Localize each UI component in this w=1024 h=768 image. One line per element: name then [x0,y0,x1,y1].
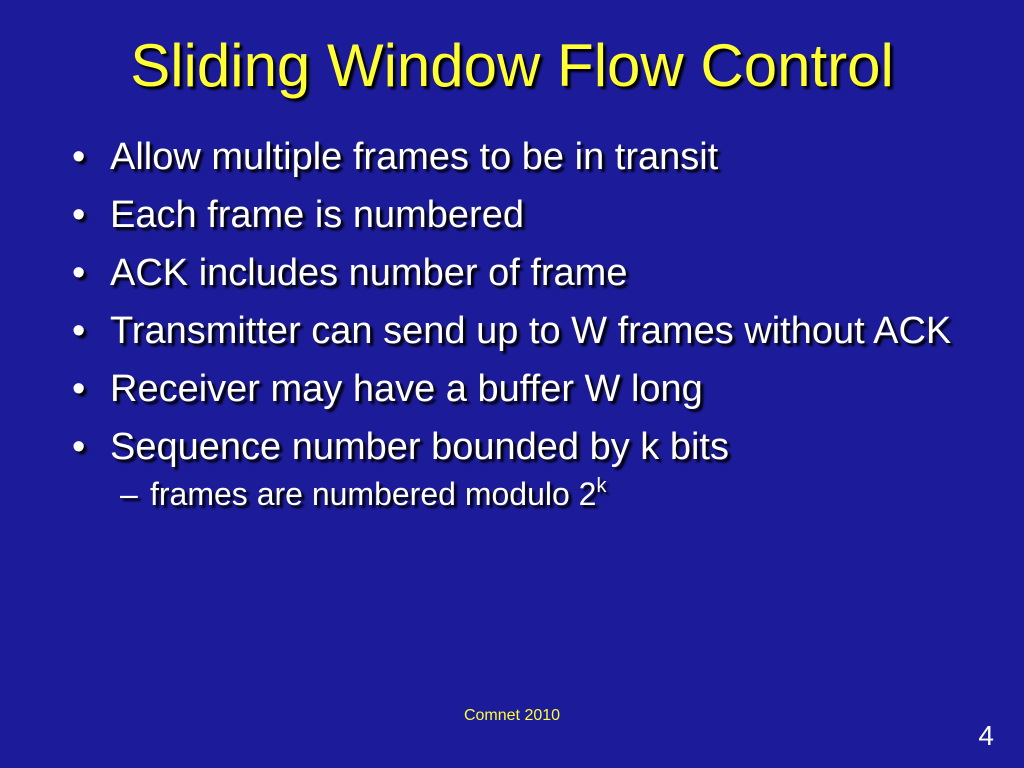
bullet-text: Transmitter can send up to W frames without ACK [110,310,952,352]
bullet-item [70,250,970,296]
bullet-item [70,366,970,412]
bullet-text: ACK includes number of frame [110,252,628,294]
bullet-item [70,134,970,180]
bullet-text: Allow multiple frames to be in transit [110,136,719,178]
bullet-marker: • [72,252,86,294]
bullet-item [70,308,970,354]
slide-title: Sliding Window Flow Control [130,32,894,99]
bullet-text: Receiver may have a buffer W long [110,368,703,410]
bullet-marker: • [72,426,86,468]
sub-bullet-item [70,474,970,514]
superscript-k: k [596,475,607,497]
bullet-text: Sequence number bounded by k bits [110,426,729,468]
footer-text: Comnet 2010 [463,707,561,724]
sub-bullet-text: frames are numbered modulo 2 [150,476,597,512]
bullet-marker: • [72,194,86,236]
bullet-text: Each frame is numbered [110,194,524,236]
bullet-list [70,134,970,514]
page-number: 4 [978,720,994,751]
bullet-marker: • [72,310,86,352]
bullet-item [70,424,970,470]
bullet-item [70,192,970,238]
bullet-marker: • [72,368,86,410]
dash-marker: – [120,476,138,512]
bullet-marker: • [72,136,86,178]
